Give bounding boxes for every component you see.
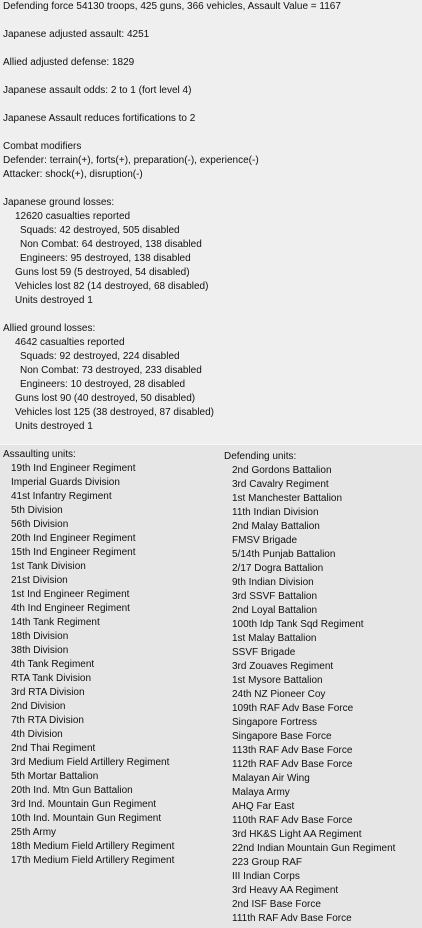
allied-losses-heading: Allied ground losses: — [3, 323, 96, 334]
defending-unit-item: 3rd HK&S Light AA Regiment — [232, 829, 362, 840]
defending-unit-item: 5/14th Punjab Battalion — [232, 549, 336, 560]
assaulting-unit-item: 21st Division — [11, 575, 68, 586]
defending-unit-item: 1st Malay Battalion — [232, 633, 317, 644]
assaulting-unit-item: 4th Tank Regiment — [11, 659, 95, 670]
defending-unit-item: 1st Mysore Battalion — [232, 675, 323, 686]
defending-unit-item: 113th RAF Adv Base Force — [232, 745, 353, 756]
defending-unit-item: 22nd Indian Mountain Gun Regiment — [232, 843, 396, 854]
allied-vehicles-lost: Vehicles lost 125 (38 destroyed, 87 disabled) — [15, 407, 215, 418]
fortifications-line: Japanese Assault reduces fortifications to 2 — [3, 113, 196, 124]
assaulting-unit-item: 41st Infantry Regiment — [11, 491, 112, 502]
assaulting-units-list — [11, 462, 174, 868]
units-panel — [0, 446, 422, 928]
adjusted-assault-line: Japanese adjusted assault: 4251 — [3, 29, 150, 40]
japanese-engineers: Engineers: 95 destroyed, 138 disabled — [20, 253, 191, 264]
assaulting-unit-item: 10th Ind. Mountain Gun Regiment — [11, 813, 162, 824]
allied-casualties: 4642 casualties reported — [15, 337, 125, 348]
assaulting-unit-item: 18th Division — [11, 631, 69, 642]
japanese-squads: Squads: 42 destroyed, 505 disabled — [20, 225, 180, 236]
assaulting-unit-item: Imperial Guards Division — [11, 477, 120, 488]
assaulting-unit-item: 7th RTA Division — [11, 715, 84, 726]
assaulting-units-heading: Assaulting units: — [3, 449, 76, 460]
defending-unit-item: 2nd Loyal Battalion — [232, 605, 318, 616]
allied-squads: Squads: 92 destroyed, 224 disabled — [20, 351, 180, 362]
assaulting-unit-item: 20th Ind. Mtn Gun Battalion — [11, 785, 133, 796]
defending-units-heading: Defending units: — [224, 451, 297, 462]
assaulting-unit-item: 25th Army — [11, 827, 57, 838]
defending-unit-item: Malayan Air Wing — [232, 773, 310, 784]
assaulting-unit-item: RTA Tank Division — [11, 673, 92, 684]
assaulting-unit-item: 18th Medium Field Artillery Regiment — [11, 841, 175, 852]
assaulting-unit-item: 4th Ind Engineer Regiment — [11, 603, 130, 614]
defending-force-line: Defending force 54130 troops, 425 guns, 366 vehicles, Assault Value = 1167 — [3, 1, 341, 12]
defending-unit-item: Malaya Army — [232, 787, 290, 798]
assaulting-unit-item: 5th Mortar Battalion — [11, 771, 99, 782]
defending-unit-item: 24th NZ Pioneer Coy — [232, 689, 326, 700]
assaulting-unit-item: 4th Division — [11, 729, 63, 740]
japanese-losses-heading: Japanese ground losses: — [3, 197, 115, 208]
assaulting-unit-item: 20th Ind Engineer Regiment — [11, 533, 136, 544]
japanese-units-destroyed: Units destroyed 1 — [15, 295, 93, 306]
defending-unit-item: 2/17 Dogra Battalion — [232, 563, 324, 574]
assaulting-unit-item: 2nd Division — [11, 701, 66, 712]
assaulting-unit-item: 3rd Ind. Mountain Gun Regiment — [11, 799, 157, 810]
combat-modifiers-heading: Combat modifiers — [3, 141, 82, 152]
defender-modifiers: Defender: terrain(+), forts(+), preparation(-), experience(-) — [3, 155, 259, 166]
japanese-vehicles-lost: Vehicles lost 82 (14 destroyed, 68 disabled) — [15, 281, 209, 292]
defending-unit-item: 3rd SSVF Battalion — [232, 591, 318, 602]
defending-unit-item: 109th RAF Adv Base Force — [232, 703, 354, 714]
defending-unit-item: Singapore Fortress — [232, 717, 318, 728]
defending-unit-item: 3rd Zouaves Regiment — [232, 661, 334, 672]
assaulting-unit-item: 56th Division — [11, 519, 69, 530]
defending-unit-item: III Indian Corps — [232, 871, 300, 882]
defending-unit-item: 223 Group RAF — [232, 857, 303, 868]
assault-odds-line: Japanese assault odds: 2 to 1 (fort level 4) — [3, 85, 192, 96]
defending-unit-item: 100th Idp Tank Sqd Regiment — [232, 619, 364, 630]
japanese-guns-lost: Guns lost 59 (5 destroyed, 54 disabled) — [15, 267, 190, 278]
allied-non-combat: Non Combat: 73 destroyed, 233 disabled — [20, 365, 202, 376]
attacker-modifiers: Attacker: shock(+), disruption(-) — [3, 169, 143, 180]
defending-unit-item: 3rd Heavy AA Regiment — [232, 885, 339, 896]
defending-unit-item: 1st Manchester Battalion — [232, 493, 343, 504]
defending-unit-item: Singapore Base Force — [232, 731, 332, 742]
allied-units-destroyed: Units destroyed 1 — [15, 421, 93, 432]
defending-unit-item: 3rd Cavalry Regiment — [232, 479, 329, 490]
assaulting-unit-item: 1st Tank Division — [11, 561, 86, 572]
defending-units-list — [232, 464, 395, 926]
defending-unit-item: 9th Indian Division — [232, 577, 314, 588]
defending-unit-item: 2nd ISF Base Force — [232, 899, 321, 910]
allied-engineers: Engineers: 10 destroyed, 28 disabled — [20, 379, 186, 390]
allied-guns-lost: Guns lost 90 (40 destroyed, 50 disabled) — [15, 393, 196, 404]
assaulting-unit-item: 38th Division — [11, 645, 69, 656]
defending-unit-item: AHQ Far East — [232, 801, 295, 812]
assaulting-unit-item: 3rd Medium Field Artillery Regiment — [11, 757, 170, 768]
defending-unit-item: 11th Indian Division — [232, 507, 319, 518]
defending-unit-item: 111th RAF Adv Base Force — [232, 913, 352, 924]
defending-unit-item: SSVF Brigade — [232, 647, 296, 658]
assaulting-unit-item: 17th Medium Field Artillery Regiment — [11, 855, 175, 866]
defending-unit-item: 110th RAF Adv Base Force — [232, 815, 353, 826]
japanese-non-combat: Non Combat: 64 destroyed, 138 disabled — [20, 239, 202, 250]
defending-unit-item: 2nd Gordons Battalion — [232, 465, 332, 476]
assaulting-unit-item: 5th Division — [11, 505, 63, 516]
assaulting-unit-item: 14th Tank Regiment — [11, 617, 100, 628]
adjusted-defense-line: Allied adjusted defense: 1829 — [3, 57, 135, 68]
assaulting-unit-item: 19th Ind Engineer Regiment — [11, 463, 136, 474]
assaulting-unit-item: 15th Ind Engineer Regiment — [11, 547, 136, 558]
defending-unit-item: 112th RAF Adv Base Force — [232, 759, 353, 770]
defending-unit-item: 2nd Malay Battalion — [232, 521, 320, 532]
japanese-casualties: 12620 casualties reported — [15, 211, 131, 222]
defending-unit-item: FMSV Brigade — [232, 535, 298, 546]
assaulting-unit-item: 1st Ind Engineer Regiment — [11, 589, 130, 600]
assaulting-unit-item: 3rd RTA Division — [11, 687, 85, 698]
assaulting-unit-item: 2nd Thai Regiment — [11, 743, 96, 754]
